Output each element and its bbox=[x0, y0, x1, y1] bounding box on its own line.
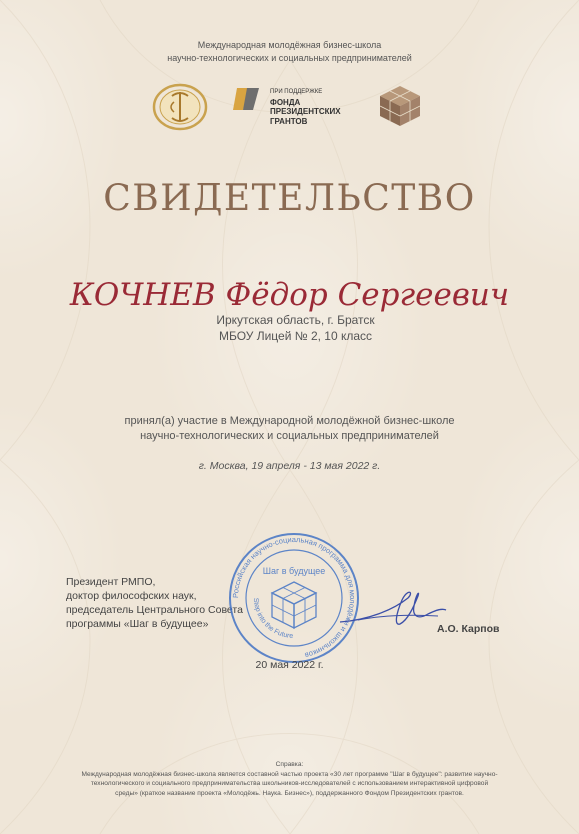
recipient-name: КОЧНЕВ Фёдор Сергеевич bbox=[69, 277, 510, 313]
handwritten-signature bbox=[338, 580, 448, 640]
school-name-line2: научно-технологических и социальных предпринимателей bbox=[167, 53, 412, 63]
recipient-region: Иркутская область, г. Братск bbox=[216, 313, 375, 327]
participation-line2: научно-технологических и социальных предпринимателей bbox=[140, 430, 439, 442]
school-name bbox=[0, 39, 579, 65]
stamp-inner-ring-text: Step into the Future bbox=[251, 597, 294, 641]
school-emblem-logo bbox=[150, 82, 210, 132]
school-name-line1: Международная молодёжная бизнес-школа bbox=[197, 40, 382, 50]
svg-text:Step into the Future bbox=[252, 598, 294, 640]
cube-logo bbox=[378, 84, 422, 128]
grant-fund-line2: ФОНДА bbox=[270, 97, 301, 107]
reference-label: Справка: bbox=[275, 761, 304, 768]
grant-fund-logo-mark bbox=[233, 84, 263, 114]
grant-fund-logo-text bbox=[270, 88, 341, 126]
signatory-line4: программы «Шаг в будущее» bbox=[66, 618, 209, 630]
reference-line2: технологического и социального предпринимательства школьников-исследователей с использованием интерактивной цифровой bbox=[90, 780, 489, 787]
stamp-center-text: Шаг в будущее bbox=[262, 566, 326, 576]
stamp-cube-icon bbox=[272, 582, 316, 628]
reference-note bbox=[0, 760, 579, 798]
grant-fund-line4: ГРАНТОВ bbox=[270, 116, 308, 126]
reference-line3: среды» (краткое название проекта «Молодёжь. Наука. Бизнес»), поддержанного Фондом Президентских грантов. bbox=[115, 789, 464, 797]
grant-fund-line1: ПРИ ПОДДЕРЖКЕ bbox=[270, 89, 323, 95]
logos-row bbox=[0, 82, 579, 132]
reference-line1: Международная молодёжная бизнес-школа является составной частью проекта «30 лет программе "Шаг в будущее": развитие научно- bbox=[81, 770, 498, 778]
recipient-school: МБОУ Лицей № 2, 10 класс bbox=[218, 329, 373, 343]
signatory-line2: доктор философских наук, bbox=[66, 590, 197, 602]
signatory-title bbox=[66, 575, 243, 631]
signatory-name: А.О. Карпов bbox=[437, 623, 500, 635]
signatory-line3: председатель Центрального Совета bbox=[66, 604, 243, 616]
certificate-title: СВИДЕТЕЛЬСТВО bbox=[103, 178, 476, 219]
signing-date: 20 мая 2022 г. bbox=[255, 659, 324, 671]
stamp-ring-text: Российская научно-социальная программа для молодёжи и школьников bbox=[230, 534, 358, 660]
signatory-line1: Президент РМПО, bbox=[66, 576, 156, 588]
event-dates: г. Москва, 19 апреля - 13 мая 2022 г. bbox=[198, 460, 381, 472]
participation-statement bbox=[0, 414, 579, 444]
recipient-location bbox=[0, 312, 579, 344]
participation-line1: принял(а) участие в Международной молодёжной бизнес-школе bbox=[124, 415, 455, 427]
grant-fund-line3: ПРЕЗИДЕНТСКИХ bbox=[270, 107, 341, 116]
